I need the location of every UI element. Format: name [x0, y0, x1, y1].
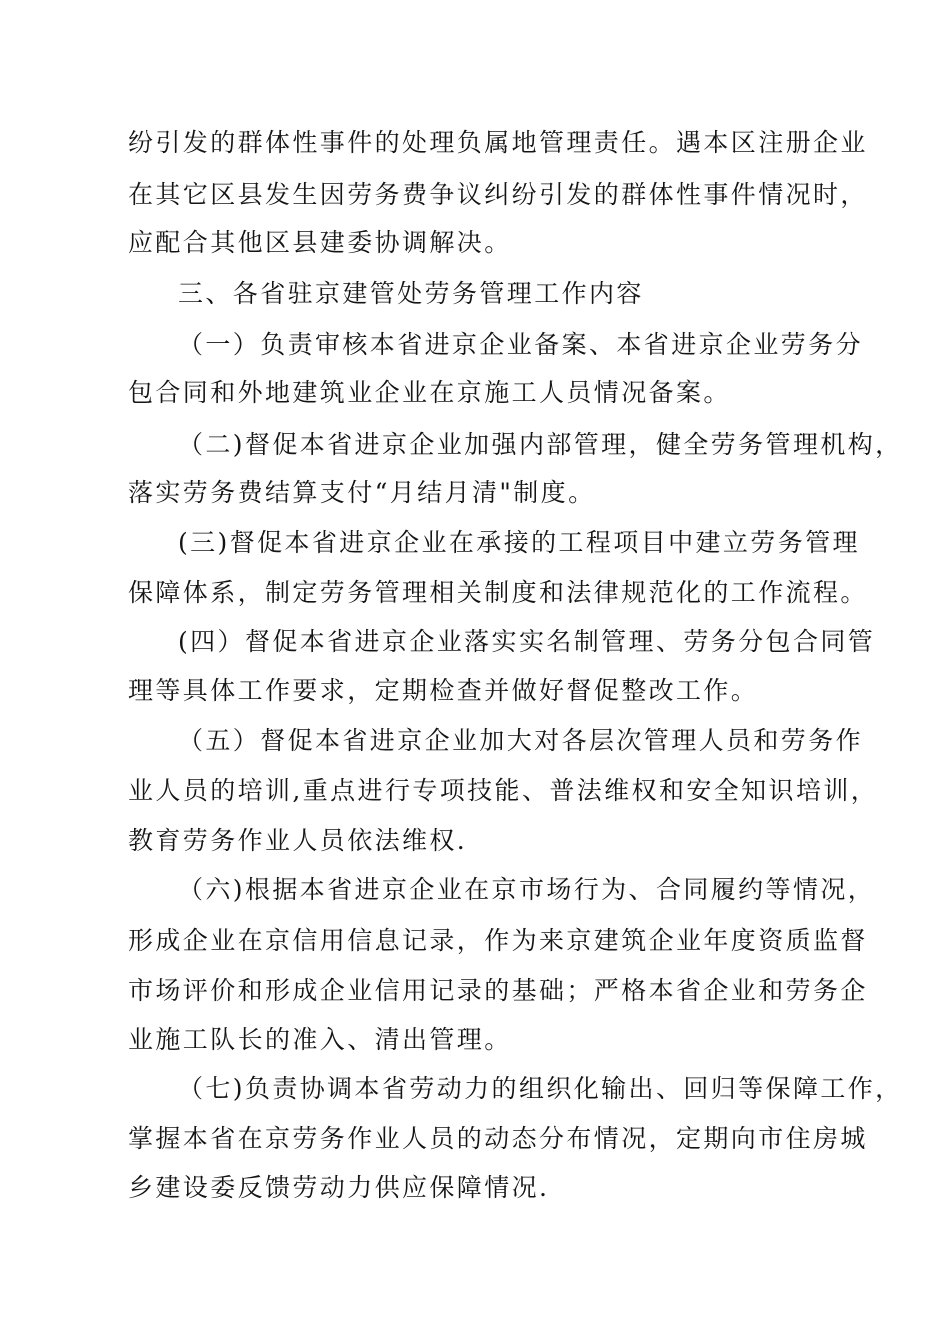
paragraph-line: 理等具体工作要求，定期检查并做好督促整改工作。	[128, 676, 759, 705]
paragraph-line: 教育劳务作业人员依法维权.	[128, 826, 468, 855]
paragraph-line: （二)督促本省进京企业加强内部管理，健全劳务管理机构，	[178, 430, 903, 459]
paragraph-line: （一）负责审核本省进京企业备案、本省进京企业劳务分	[178, 330, 864, 359]
paragraph-line: 乡建设委反馈劳动力供应保障情况.	[128, 1173, 550, 1202]
section-heading: 三、各省驻京建管处劳务管理工作内容	[178, 279, 644, 308]
paragraph-line: (四）督促本省进京企业落实实名制管理、劳务分包合同管	[178, 627, 876, 656]
paragraph-line: 业人员的培训,重点进行专项技能、普法维权和安全知识培训，	[128, 776, 879, 805]
paragraph-line: 包合同和外地建筑业企业在京施工人员情况备案。	[128, 378, 731, 407]
paragraph-line: （五）督促本省进京企业加大对各层次管理人员和劳务作	[178, 726, 864, 755]
paragraph-line: 市场评价和形成企业信用记录的基础；严格本省企业和劳务企	[128, 976, 868, 1005]
paragraph-line: 形成企业在京信用信息记录，作为来京建筑企业年度资质监督	[128, 926, 868, 955]
paragraph-line: 落实劳务费结算支付“月结月清"制度。	[128, 478, 596, 507]
paragraph-line: 保障体系，制定劳务管理相关制度和法律规范化的工作流程。	[128, 578, 868, 607]
paragraph-line: 在其它区县发生因劳务费争议纠纷引发的群体性事件情况时，	[128, 180, 868, 209]
paragraph-line: 业施工队长的准入、清出管理。	[128, 1025, 512, 1054]
paragraph-line: （六)根据本省进京企业在京市场行为、合同履约等情况，	[178, 875, 876, 904]
paragraph-line: （七)负责协调本省劳动力的组织化输出、回归等保障工作，	[178, 1074, 903, 1103]
paragraph-line: 掌握本省在京劳务作业人员的动态分布情况，定期向市住房城	[128, 1124, 868, 1153]
paragraph-line: 纷引发的群体性事件的处理负属地管理责任。遇本区注册企业	[128, 128, 868, 157]
paragraph-line: 应配合其他区县建委协调解决。	[128, 228, 512, 257]
paragraph-line: (三)督促本省进京企业在承接的工程项目中建立劳务管理	[178, 528, 860, 557]
